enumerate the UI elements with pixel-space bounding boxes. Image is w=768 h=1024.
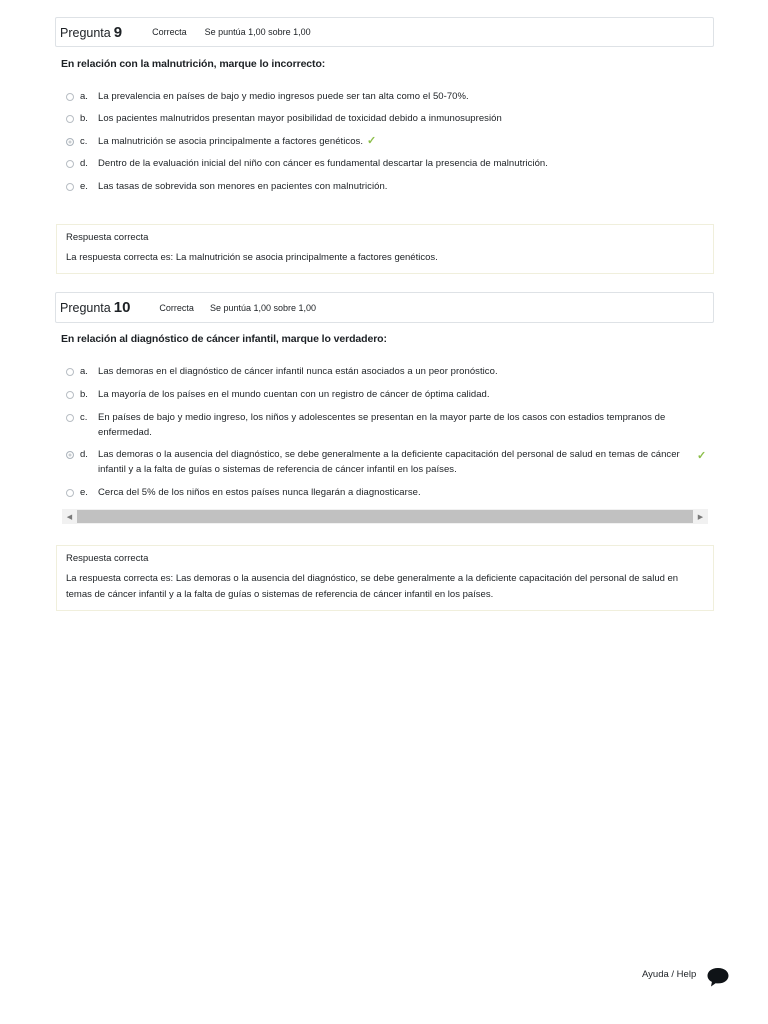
question-label: Pregunta	[60, 301, 111, 315]
scroll-left-icon[interactable]: ◀	[66, 513, 73, 521]
radio-button[interactable]	[66, 391, 74, 399]
q10-option-c[interactable]	[66, 410, 706, 440]
radio-button[interactable]	[66, 93, 74, 101]
feedback-title: Respuesta correcta	[66, 553, 149, 564]
question-9-header	[55, 17, 714, 47]
scrollbar-thumb[interactable]	[77, 510, 693, 523]
option-text: La prevalencia en países de bajo y medio ingresos puede ser tan alta como el 50-70%.	[98, 91, 469, 102]
radio-button[interactable]	[66, 489, 74, 497]
option-letter: a.	[80, 366, 88, 377]
question-10-title	[60, 299, 130, 316]
radio-button[interactable]	[66, 368, 74, 376]
question-9-text: En relación con la malnutrición, marque lo incorrecto:	[61, 58, 326, 70]
radio-button[interactable]	[66, 414, 74, 422]
option-letter: c.	[80, 412, 88, 423]
question-state: Correcta	[152, 27, 187, 37]
option-letter: d.	[80, 449, 88, 460]
chat-icon[interactable]	[706, 966, 730, 988]
q10-option-b[interactable]	[66, 387, 490, 402]
radio-button[interactable]	[66, 160, 74, 168]
question-grade: Se puntúa 1,00 sobre 1,00	[209, 302, 317, 313]
radio-button-selected[interactable]	[66, 138, 74, 146]
option-text: Las demoras o la ausencia del diagnóstico, se debe generalmente a la deficiente capacitación del personal de salud en temas de cáncer infantil y a la falta de guías o sistemas de referencia de cáncer infantil en los países.	[98, 449, 680, 475]
question-10-header	[55, 292, 714, 323]
scroll-right-icon[interactable]: ▶	[697, 513, 704, 521]
q10-option-e[interactable]	[66, 485, 421, 500]
option-letter: b.	[80, 389, 88, 400]
question-label: Pregunta	[60, 25, 111, 40]
radio-button[interactable]	[66, 183, 74, 191]
question-9-title	[60, 24, 122, 41]
q9-option-d[interactable]	[66, 156, 548, 171]
option-text: La malnutrición se asocia principalmente a factores genéticos.	[98, 136, 364, 147]
question-state: Correcta	[159, 302, 194, 313]
option-text: En países de bajo y medio ingreso, los niños y adolescentes se presentan en la mayor parte de los casos con estadios tempranos de enfermedad.	[98, 412, 666, 438]
option-letter: e.	[80, 487, 88, 498]
feedback-text: La respuesta correcta es: La malnutrición se asocia principalmente a factores genéticos.	[66, 252, 438, 263]
radio-button-selected[interactable]	[66, 451, 74, 459]
horizontal-scrollbar[interactable]	[62, 509, 708, 524]
q9-option-b[interactable]	[66, 111, 502, 126]
option-text: La mayoría de los países en el mundo cuentan con un registro de cáncer de óptima calidad.	[98, 389, 490, 400]
question-number: 9	[113, 23, 123, 41]
q9-option-c[interactable]	[66, 134, 376, 149]
q9-option-a[interactable]	[66, 89, 469, 104]
help-link[interactable]: Ayuda / Help	[642, 969, 697, 980]
q9-option-e[interactable]	[66, 179, 387, 194]
option-text: Las demoras en el diagnóstico de cáncer infantil nunca están asociados a un peor pronóstico.	[98, 366, 498, 377]
option-text: Los pacientes malnutridos presentan mayor posibilidad de toxicidad debido a inmunosupresión	[98, 113, 502, 124]
option-letter: b.	[80, 113, 88, 124]
question-grade: Se puntúa 1,00 sobre 1,00	[204, 27, 311, 37]
feedback-title: Respuesta correcta	[66, 232, 149, 243]
question-9-feedback	[56, 224, 714, 274]
option-text: Dentro de la evaluación inicial del niño con cáncer es fundamental descartar la presencia de malnutrición.	[98, 158, 548, 169]
option-letter: c.	[80, 136, 88, 147]
feedback-text: La respuesta correcta es: Las demoras o la ausencia del diagnóstico, se debe generalmente a la deficiente capacitación del personal de salud en temas de cáncer infantil y a la falta de guías o sistemas de referencia de cáncer infantil en los países.	[66, 573, 679, 600]
check-icon: ✓	[367, 135, 377, 147]
option-letter: d.	[80, 158, 88, 169]
q10-option-d[interactable]	[66, 447, 692, 477]
q10-option-a[interactable]	[66, 364, 498, 379]
question-10-text: En relación al diagnóstico de cáncer infantil, marque lo verdadero:	[61, 333, 387, 345]
question-number: 10	[113, 299, 131, 316]
option-letter: e.	[80, 181, 88, 192]
option-text: Cerca del 5% de los niños en estos países nunca llegarán a diagnosticarse.	[98, 487, 421, 498]
check-icon: ✓	[697, 450, 707, 462]
question-10-feedback	[56, 545, 714, 611]
option-text: Las tasas de sobrevida son menores en pacientes con malnutrición.	[98, 181, 388, 192]
option-letter: a.	[80, 91, 88, 102]
radio-button[interactable]	[66, 115, 74, 123]
